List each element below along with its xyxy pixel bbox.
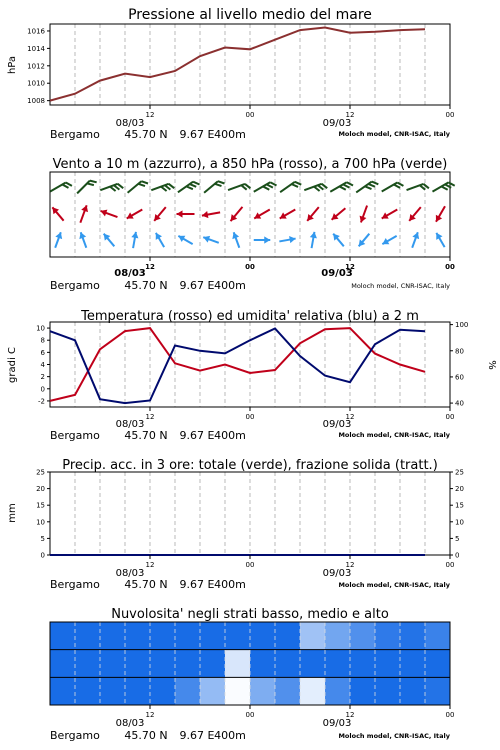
x-tick-label: 12: [145, 263, 155, 271]
wind-symbol-850-hPa: [177, 210, 195, 217]
cloud-cell-medio: [300, 650, 326, 678]
cloud-cell-basso: [375, 677, 401, 705]
cloud-panel: [50, 607, 454, 742]
wind-symbol-850-hPa: [127, 210, 143, 219]
y-tick-label: 1008: [27, 97, 45, 106]
pressure-y-ticks: [27, 27, 50, 105]
cloud-footer: [50, 718, 451, 742]
x-tick-label: 12: [345, 263, 355, 271]
wind-symbol-10-m: [279, 236, 295, 243]
location-name: Bergamo: [50, 578, 100, 591]
y-tick-label: 10: [36, 518, 45, 527]
wind-symbol-700-hPa: [100, 184, 123, 191]
cloud-cell-alto: [275, 622, 301, 650]
y-tick-label: 25: [36, 468, 45, 477]
cloud-cell-alto: [375, 622, 401, 650]
wind-symbol-850-hPa: [280, 210, 296, 219]
date-label-1: 08/03: [115, 118, 145, 129]
x-tick-label: 12: [345, 413, 355, 421]
x-tick-label: 00: [245, 561, 255, 569]
y-tick-label: 1014: [27, 44, 45, 53]
y-tick-label: 60: [455, 373, 464, 382]
wind-symbol-850-hPa: [332, 208, 346, 220]
x-tick-label: 12: [345, 711, 355, 719]
wind-symbol-850-hPa: [154, 207, 166, 221]
wind-symbol-850-hPa: [231, 207, 243, 221]
y-tick-label: 80: [455, 347, 464, 356]
x-tick-label: 12: [145, 711, 155, 719]
precipitation-ylabel: mm: [7, 503, 18, 523]
wind-symbol-10-m: [232, 232, 239, 248]
temperature-title: Temperatura (rosso) ed umidita' relativa (blu) a 2 m: [81, 309, 419, 324]
precipitation-x-ticks: [146, 555, 455, 569]
location-elev: 400m: [214, 279, 246, 292]
x-tick-label: 12: [345, 561, 355, 569]
x-tick-label: 12: [145, 413, 155, 421]
x-tick-label: 00: [445, 413, 455, 421]
x-tick-label: 12: [345, 111, 355, 119]
date-label-2: 09/03: [322, 568, 352, 579]
y-tick-label: 20: [36, 485, 45, 494]
wind-symbol-10-m: [203, 236, 219, 243]
cloud-cell-basso: [225, 677, 251, 705]
temperature-gridlines: [75, 322, 425, 407]
location-elev: 400m: [214, 729, 246, 742]
y-tick-label: 0: [455, 551, 460, 560]
cloud-cell-basso: [400, 677, 426, 705]
model-credit: Moloch model, CNR-ISAC, Italy: [338, 130, 450, 138]
cloud-cell-medio: [50, 650, 76, 678]
location-lat: 45.70 N: [124, 128, 168, 141]
location-lon: 9.67 E: [179, 578, 215, 591]
wind-symbol-10-m: [412, 232, 419, 248]
cloud-cell-basso: [100, 677, 126, 705]
wind-symbol-700-hPa: [432, 182, 454, 191]
cloud-cell-medio: [275, 650, 301, 678]
cloud-cell-medio: [425, 650, 451, 678]
cloud-cell-basso: [250, 677, 276, 705]
date-label-2: 09/03: [322, 118, 352, 129]
wind-symbol-10-m: [131, 232, 138, 248]
cloud-cell-medio: [400, 650, 426, 678]
precipitation-panel: [7, 458, 464, 591]
location-lon: 9.67 E: [179, 128, 215, 141]
y-tick-label: 20: [455, 485, 464, 494]
cloud-cell-basso: [50, 677, 76, 705]
humidity-y-ticks: [450, 321, 468, 407]
cloud-cell-medio: [350, 650, 376, 678]
precipitation-y-ticks: [36, 469, 50, 560]
y-tick-label: 2: [40, 373, 45, 382]
wind-symbol-10-m: [436, 233, 444, 247]
cloud-cell-basso: [75, 677, 101, 705]
cloud-x-ticks: [146, 705, 455, 719]
y-tick-label: 25: [455, 468, 464, 477]
location-name: Bergamo: [50, 279, 100, 292]
y-tick-label: 10: [455, 518, 464, 527]
cloud-cell-basso: [150, 677, 176, 705]
location-name: Bergamo: [50, 429, 100, 442]
x-tick-label: 00: [245, 711, 255, 719]
wind-symbol-700-hPa: [151, 184, 174, 191]
wind-symbol-850-hPa: [101, 210, 118, 217]
cloud-cell-alto: [100, 622, 126, 650]
wind-symbol-700-hPa: [407, 184, 429, 190]
wind-symbol-850-hPa: [382, 210, 398, 219]
y-tick-label: -2: [38, 397, 45, 406]
cloud-cell-alto: [75, 622, 101, 650]
location-lat: 45.70 N: [124, 429, 168, 442]
location-elev: 400m: [214, 578, 246, 591]
x-tick-label: 00: [445, 711, 455, 719]
cloud-title: Nuvolosita' negli strati basso, medio e alto: [111, 607, 389, 622]
cloud-cell-medio: [75, 650, 101, 678]
wind-symbol-10-m: [359, 234, 370, 247]
date-label-1: 08/03: [115, 568, 145, 579]
cloud-cell-alto: [300, 622, 326, 650]
location-name: Bergamo: [50, 729, 100, 742]
model-credit: Moloch model, CNR-ISAC, Italy: [338, 581, 450, 589]
cloud-cell-alto: [150, 622, 176, 650]
location-lon: 9.67 E: [179, 729, 215, 742]
pressure-gridlines: [75, 24, 425, 105]
cloud-cell-basso: [125, 677, 151, 705]
location-lat: 45.70 N: [124, 279, 168, 292]
y-tick-label: 1016: [27, 27, 45, 36]
precipitation-footer: [50, 568, 451, 591]
temperature-footer: [50, 419, 451, 442]
wind-symbol-700-hPa: [50, 183, 72, 192]
wind-symbol-10-m: [254, 236, 271, 243]
pressure-plot-frame: [50, 24, 450, 105]
cloud-cell-alto: [175, 622, 201, 650]
x-tick-label: 00: [445, 561, 455, 569]
date-label-1: 08/03: [115, 419, 145, 430]
wind-symbol-700-hPa: [77, 181, 97, 194]
cloud-cell-basso: [275, 677, 301, 705]
wind-title: Vento a 10 m (azzurro), a 850 hPa (rosso), a 700 hPa (verde): [52, 157, 448, 172]
cloud-cell-medio: [150, 650, 176, 678]
wind-symbol-850-hPa: [436, 206, 445, 222]
humidity-ylabel: %: [486, 360, 497, 370]
pressure-panel: [7, 7, 454, 141]
y-tick-label: 5: [40, 534, 45, 543]
location-lon: 9.67 E: [179, 279, 215, 292]
cloud-cell-alto: [400, 622, 426, 650]
wind-symbol-850-hPa: [254, 210, 270, 219]
wind-symbol-700-hPa: [128, 181, 148, 193]
location-lat: 45.70 N: [124, 729, 168, 742]
x-tick-label: 00: [245, 111, 255, 119]
y-tick-label: 4: [40, 361, 45, 369]
y-tick-label: 40: [455, 399, 464, 408]
model-credit: Moloch model, CNR-ISAC, Italy: [351, 282, 450, 290]
x-tick-label: 12: [145, 111, 155, 119]
x-tick-label: 00: [245, 263, 255, 271]
cloud-cell-alto: [125, 622, 151, 650]
y-tick-label: 10: [36, 324, 45, 333]
x-tick-label: 00: [445, 111, 455, 119]
wind-symbols: [50, 181, 455, 248]
wind-symbol-700-hPa: [254, 182, 277, 192]
x-tick-label: 12: [145, 561, 155, 569]
y-tick-label: 15: [455, 501, 464, 510]
location-name: Bergamo: [50, 128, 100, 141]
cloud-cell-medio: [100, 650, 126, 678]
pressure-ylabel: hPa: [7, 55, 18, 75]
cloud-cell-alto: [225, 622, 251, 650]
cloud-cell-basso: [325, 677, 351, 705]
x-tick-label: 00: [445, 263, 455, 271]
y-tick-label: 1012: [27, 62, 45, 71]
model-credit: Moloch model, CNR-ISAC, Italy: [338, 732, 450, 740]
wind-panel: [50, 157, 455, 292]
wind-symbol-10-m: [178, 236, 192, 244]
wind-symbol-850-hPa: [409, 207, 421, 221]
wind-symbol-850-hPa: [307, 207, 319, 221]
humidity-series-line: [50, 329, 425, 404]
cloud-cell-basso: [300, 677, 326, 705]
date-label-1: 08/03: [115, 718, 145, 729]
cloud-cell-medio: [175, 650, 201, 678]
cloud-cell-alto: [250, 622, 276, 650]
temperature-series-line: [50, 328, 425, 401]
cloud-cell-alto: [325, 622, 351, 650]
wind-symbol-10-m: [79, 232, 86, 248]
wind-symbol-10-m: [382, 236, 396, 244]
wind-symbol-700-hPa: [280, 182, 301, 192]
wind-symbol-10-m: [310, 232, 317, 248]
pressure-footer: [50, 118, 451, 141]
cloud-cell-basso: [175, 677, 201, 705]
cloud-cell-basso: [200, 677, 226, 705]
wind-symbol-700-hPa: [228, 184, 250, 190]
y-tick-label: 0: [40, 551, 45, 560]
pressure-title: Pressione al livello medio del mare: [128, 7, 372, 23]
cloud-cell-medio: [200, 650, 226, 678]
cloud-cell-alto: [425, 622, 451, 650]
y-tick-label: 15: [36, 501, 45, 510]
wind-symbol-700-hPa: [304, 184, 327, 191]
temperature-y-ticks: [36, 325, 50, 406]
cloud-cell-alto: [200, 622, 226, 650]
wind-symbol-10-m: [156, 233, 164, 247]
wind-symbol-10-m: [55, 232, 62, 248]
cloud-cell-medio: [375, 650, 401, 678]
pressure-x-ticks: [146, 105, 455, 119]
model-credit: Moloch model, CNR-ISAC, Italy: [338, 431, 450, 439]
cloud-cell-alto: [350, 622, 376, 650]
temperature-ylabel: gradi C: [7, 347, 18, 383]
cloud-cell-basso: [425, 677, 451, 705]
temperature-x-ticks: [146, 407, 455, 421]
date-label-2: 09/03: [322, 718, 352, 729]
location-elev: 400m: [214, 128, 246, 141]
wind-symbol-700-hPa: [382, 183, 404, 192]
y-tick-label: 6: [40, 348, 45, 357]
location-lon: 9.67 E: [179, 429, 215, 442]
y-tick-label: 0: [40, 385, 45, 394]
y-tick-label: 5: [455, 534, 460, 543]
wind-symbol-850-hPa: [80, 205, 88, 222]
cloud-cell-alto: [50, 622, 76, 650]
wind-symbol-700-hPa: [204, 181, 224, 193]
wind-symbol-700-hPa: [330, 182, 353, 192]
cloud-cell-medio: [325, 650, 351, 678]
cloud-cell-medio: [225, 650, 251, 678]
y-tick-label: 1010: [27, 79, 45, 88]
cloud-cell-medio: [125, 650, 151, 678]
wind-x-ticks: [145, 257, 455, 271]
wind-symbol-700-hPa: [178, 182, 200, 193]
date-label-1: 08/03: [114, 268, 146, 279]
temperature-panel: [7, 309, 497, 442]
wind-symbol-850-hPa: [202, 211, 220, 218]
location-elev: 400m: [214, 429, 246, 442]
date-label-2: 09/03: [321, 268, 353, 279]
wind-symbol-10-m: [104, 234, 115, 247]
precipitation-title: Precip. acc. in 3 ore: totale (verde), frazione solida (tratt.): [62, 458, 438, 473]
cloud-cell-basso: [350, 677, 376, 705]
x-tick-label: 00: [245, 413, 255, 421]
wind-symbol-850-hPa: [52, 207, 63, 220]
location-lat: 45.70 N: [124, 578, 168, 591]
y-tick-label: 8: [40, 336, 45, 345]
precipitation-gridlines: [75, 472, 425, 555]
precipitation-y-ticks-right: [450, 469, 464, 560]
date-label-2: 09/03: [322, 419, 352, 430]
y-tick-label: 100: [455, 321, 469, 330]
pressure-series-line: [50, 28, 425, 101]
wind-footer: [50, 268, 450, 292]
wind-symbol-850-hPa: [360, 206, 367, 223]
cloud-cell-medio: [250, 650, 276, 678]
wind-symbol-10-m: [333, 234, 344, 247]
